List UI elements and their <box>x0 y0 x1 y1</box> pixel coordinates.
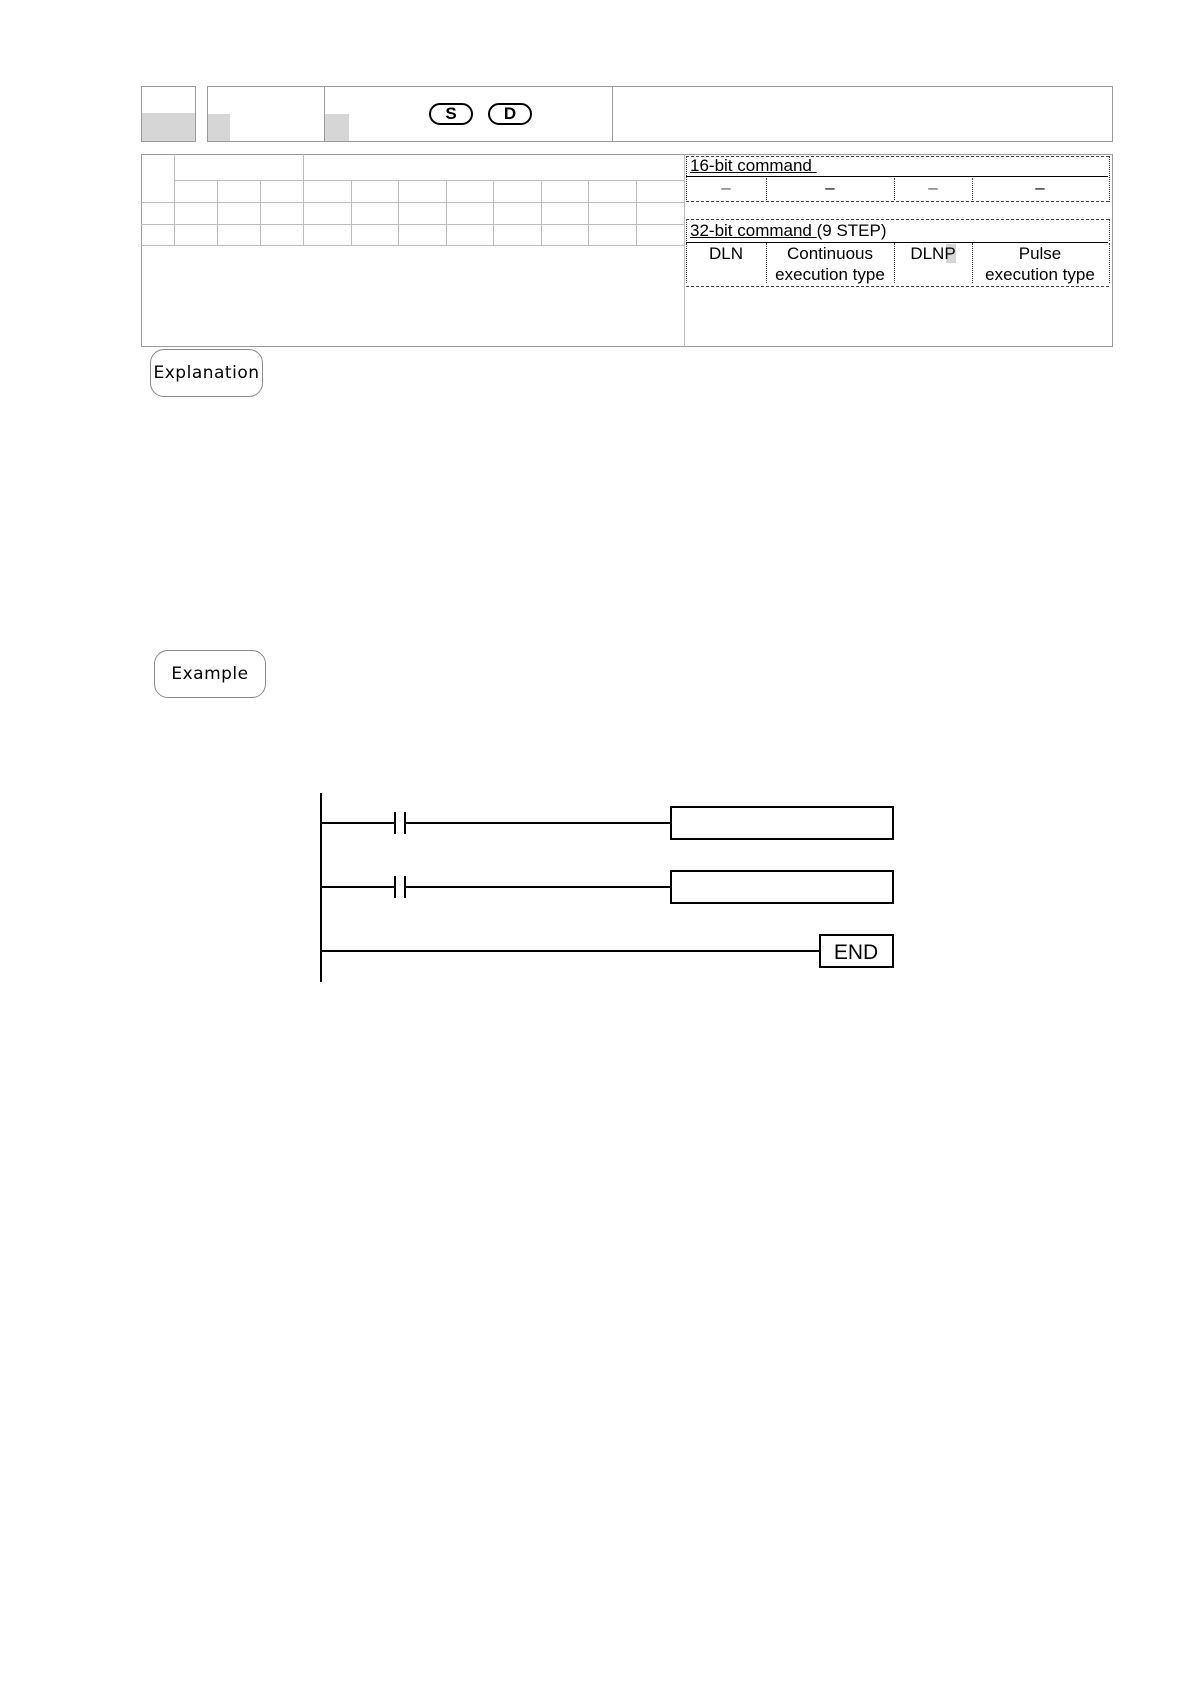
rung-2-instruction-box <box>671 871 893 903</box>
device-grid <box>141 154 685 246</box>
bit16-cell-continuous-name: – <box>721 178 731 197</box>
mnemonic-cell <box>207 86 325 142</box>
bit16-cell-pulse-name: – <box>928 178 938 197</box>
api-number-cell <box>141 86 196 142</box>
operand-s-badge: S <box>429 103 473 125</box>
bit16-title: 16-bit command <box>690 156 817 175</box>
bit32-title <box>690 221 887 241</box>
operands-shaded <box>325 114 349 141</box>
dlnp-mnemonic: DLNP <box>910 244 956 263</box>
pulse-type-line1: Pulse <box>1018 244 1062 263</box>
function-cell <box>612 86 1113 142</box>
continuous-type-line2: execution type <box>775 265 885 284</box>
api-number-shaded <box>142 113 195 141</box>
continuous-type-line1: Continuous <box>786 244 873 263</box>
example-label: Example <box>154 650 266 698</box>
pulse-type-line2: execution type <box>985 265 1095 284</box>
rung-1-instruction-box <box>671 807 893 839</box>
explanation-label: Explanation <box>150 349 263 397</box>
dln-mnemonic: DLN <box>708 244 743 263</box>
bit32-title-underlined: 32-bit command <box>690 221 817 240</box>
bit16-cell-continuous-type: – <box>825 178 835 197</box>
bit16-cell-pulse-type: – <box>1035 178 1045 197</box>
bit32-title-steps: (9 STEP) <box>816 221 887 240</box>
operand-d-badge: D <box>488 103 532 125</box>
mnemonic-shaded <box>208 114 230 141</box>
ladder-diagram <box>300 785 910 985</box>
command-panel <box>684 154 1113 347</box>
end-label: END <box>833 941 879 964</box>
